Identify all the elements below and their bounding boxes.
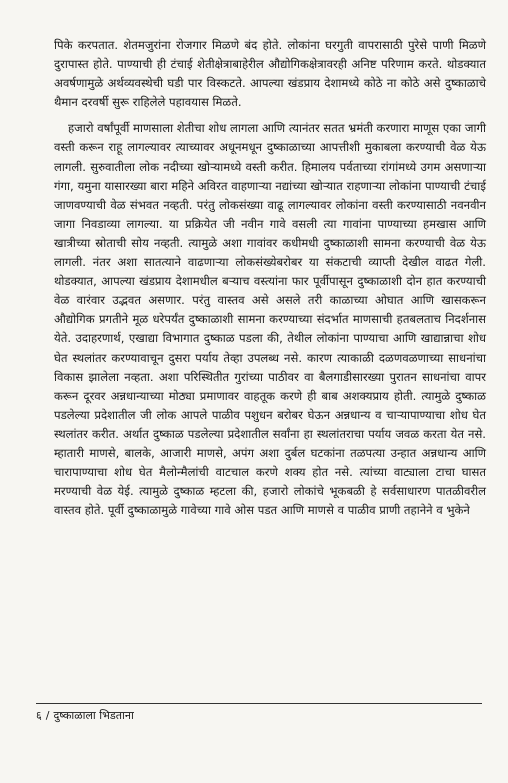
book-title: दुष्काळाला भिडताना [53,709,134,722]
footer-rule [36,703,482,704]
page-number: ६ [36,709,42,722]
paragraph-2: हजारो वर्षांपूर्वी माणसाला शेतीचा शोध लागला आणि त्यानंतर सतत भ्रमंती करणारा माणूस एका जागी वस्ती करून राहू लागल्यावर त्याच्यावर अधूनमधून दुष्काळाच्या आपत्तीशी मुकाबला करण्याची वेळ येऊ लागली. सुरुवातीला लोक नदीच्या खोऱ्यामध्ये वस्ती करीत. हिमालय पर्वताच्या रांगांमध्ये उगम असणाऱ्या गंगा, यमुना यासारख्या बारा महिने अविरत वाहणाऱ्या नद्यांच्या खोऱ्यात राहणाऱ्या लोकांना पाण्याची टंचाई जाणवण्याची वेळ संभवत नव्हती. परंतु लोकसंख्या वाढू लागल्यावर लोकांना वस्ती करण्यासाठी नवनवीन जागा निवडाव्या लागल्या. या प्रक्रियेत जी नवीन गावे वसली त्या गावांना पाण्याच्या हमखास आणि खात्रीच्या स्रोताची सोय नव्हती. त्यामुळे अशा गावांवर कधीमधी दुष्काळाशी सामना करण्याची वेळ येऊ लागली. नंतर अशा सातत्याने वाढणाऱ्या लोकसंख्येबरोबर या संकटाची व्याप्ती देखील वाढत गेली. थोडक्यात, आपल्या खंडप्राय देशामधील बऱ्याच वस्त्यांना फार पूर्वीपासून दुष्काळाशी दोन हात करण्याची वेळ वारंवार उद्भवत असणार. परंतु वास्तव असे असले तरी काळाच्या ओघात आणि खासकरून औद्योगिक प्रगतीने मूळ धरेपर्यंत दुष्काळाशी सामना करण्याच्या संदर्भात माणसाची हतबलताच निदर्शनास येते. उदाहरणार्थ, एखाद्या विभागात दुष्काळ पडला की, तेथील लोकांना पाण्याचा आणि खाद्यान्नाचा शोध घेत स्थलांतर करण्यावाचून दुसरा पर्याय तेव्हा उपलब्ध नसे. कारण त्याकाळी दळणवळणाच्या साधनांचा विकास झालेला नव्हता. अशा परिस्थितीत गुरांच्या पाठीवर वा बैलगाडीसारख्या पुरातन साधनांचा वापर करून दूरवर अन्नधान्याच्या मोठ्या प्रमाणावर वाहतूक करणे ही बाब अशक्यप्राय होती. त्यामुळे दुष्काळ पडलेल्या प्रदेशातील जी लोक आपले पाळीव पशुधन बरोबर घेऊन अन्नधान्य व चाऱ्यापाण्याचा शोध घेत स्थलांतर करीत. अर्थात दुष्काळ पडलेल्या प्रदेशातील सर्वांना हा स्थलांतराचा पर्याय जवळ करता येत नसे. म्हातारी माणसे, बालके, आजारी माणसे, अपंग अशा दुर्बल घटकांना तळपत्या उन्हात अन्नधान्य आणि चारापाण्याचा शोध घेत मैलोन्मैलांची वाटचाल करणे शक्य होत नसे. त्यांच्या वाट्याला टाचा घासत मरण्याची वेळ येई. त्यामुळे दुष्काळ म्हटला की, हजारो लोकांचे भूकबळी हे सर्वसाधारण पातळीवरील वास्तव होते. पूर्वी दुष्काळामुळे गावेच्या गावे ओस पडत आणि माणसे व पाळीव प्राणी तहानेने व भुकेने [54,121,486,518]
body-text [54,36,486,520]
paragraph-1: पिके करपतात. शेतमजुरांना रोजगार मिळणे बंद होते. लोकांना घरगुती वापरासाठी पुरेसे पाणी मिळणे दुरापास्त होते. पाण्याची ही टंचाई शेतीक्षेत्राबाहेरील औद्योगिकक्षेत्रावरही अनिष्ट परिणाम करते. थोडक्यात अवर्षणामुळे अर्थव्यवस्थेची घडी पार विस्कटते. आपल्या खंडप्राय देशामध्ये कोठे ना कोठे असे दुष्काळाचे थैमान दरवर्षी सुरू राहिलेले पहावयास मिळते. [54,38,486,110]
footer-separator: / [45,709,50,722]
page-footer [36,708,134,723]
